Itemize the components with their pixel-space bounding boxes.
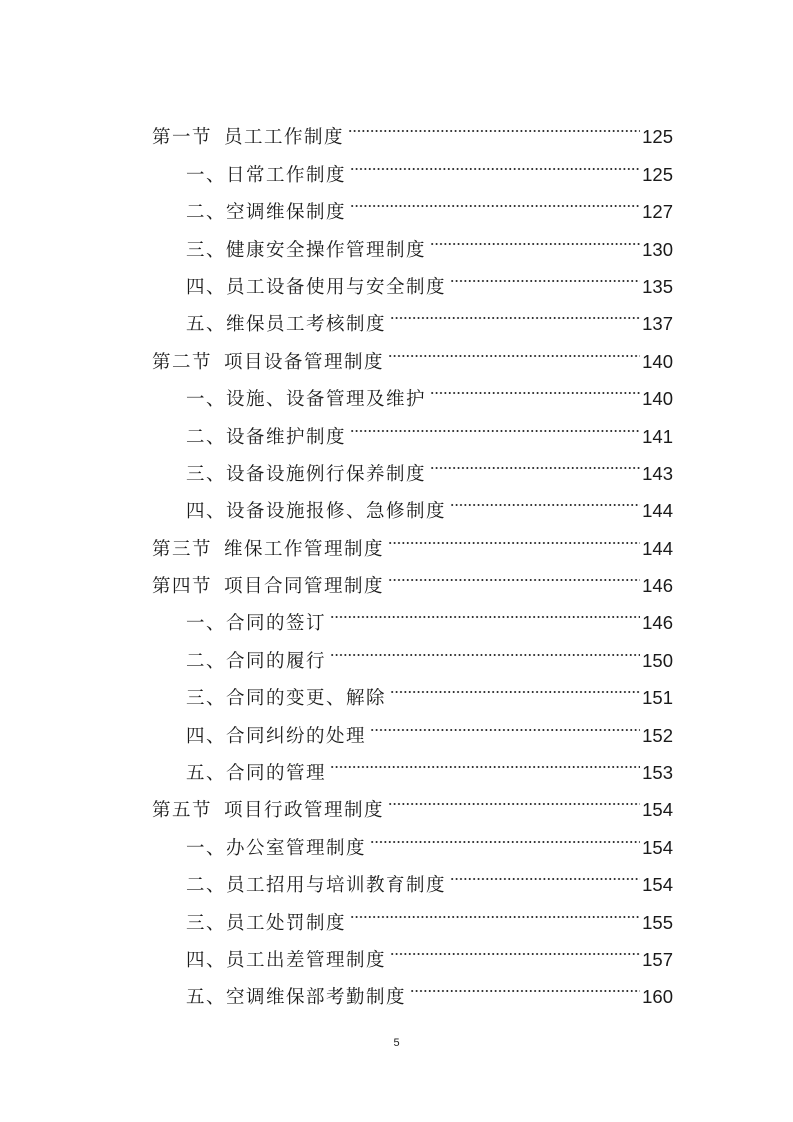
toc-entry-title: 项目设备管理制度 — [224, 351, 385, 373]
dot-leader — [368, 816, 640, 853]
toc-entry-title: 合同纠纷的处理 — [226, 725, 367, 747]
toc-entry-title: 设备设施报修、急修制度 — [226, 501, 447, 523]
dot-leader — [328, 592, 640, 629]
dot-leader — [428, 443, 640, 480]
dot-leader — [448, 256, 640, 293]
dot-leader — [386, 779, 640, 816]
toc-entry-page: 137 — [642, 313, 673, 335]
toc-entry-page: 150 — [642, 649, 673, 671]
toc-entry-page: 127 — [642, 201, 673, 223]
toc-entry-page: 125 — [642, 126, 673, 148]
toc-entry-page: 146 — [642, 612, 673, 634]
toc-entry-title: 办公室管理制度 — [226, 837, 367, 859]
toc-entry-title: 设备设施例行保养制度 — [226, 463, 427, 485]
toc-entry-page: 154 — [642, 836, 673, 858]
dot-leader — [408, 966, 640, 1003]
toc-entry-title: 员工出差管理制度 — [226, 949, 387, 971]
toc-entry-page: 146 — [642, 575, 673, 597]
dot-leader — [448, 854, 640, 891]
toc-entry-title: 维保员工考核制度 — [226, 314, 387, 336]
dot-leader — [428, 218, 640, 255]
page-number: 5 — [393, 1037, 400, 1049]
toc-entry-title: 合同的签订 — [226, 613, 327, 635]
dot-leader — [388, 667, 640, 704]
toc-entry-title: 设施、设备管理及维护 — [226, 389, 427, 411]
dot-leader — [428, 368, 640, 405]
toc-entry-title: 空调维保部考勤制度 — [226, 987, 407, 1009]
toc-entry-prefix: 一、 — [186, 164, 227, 186]
toc-entry-prefix: 三、 — [186, 463, 227, 485]
toc-entry-prefix: 四、 — [186, 725, 227, 747]
toc-entry-page: 154 — [642, 874, 673, 896]
toc-entry-prefix: 二、 — [186, 650, 227, 672]
toc-entry-page: 155 — [642, 911, 673, 933]
toc-entry-title: 维保工作管理制度 — [224, 538, 385, 560]
toc-entry-prefix: 二、 — [186, 426, 227, 448]
toc-entry-title: 合同的管理 — [226, 763, 327, 785]
toc-entry-page: 152 — [642, 724, 673, 746]
toc-entry-title: 员工处罚制度 — [226, 912, 347, 934]
toc-entry-prefix: 第三节 — [152, 538, 213, 560]
toc-entry-page: 125 — [642, 163, 673, 185]
toc-entry-prefix: 第四节 — [152, 576, 213, 598]
dot-leader — [348, 891, 640, 928]
toc-entry-prefix: 二、 — [186, 875, 227, 897]
dot-leader — [386, 517, 640, 554]
dot-leader — [368, 704, 640, 741]
toc-entry-page: 141 — [642, 425, 673, 447]
toc-entry-prefix: 一、 — [186, 389, 227, 411]
toc-entry-prefix: 四、 — [186, 276, 227, 298]
dot-leader — [386, 555, 640, 592]
toc-entry-title: 健康安全操作管理制度 — [226, 239, 427, 261]
dot-leader — [388, 293, 640, 330]
toc-entry-title: 设备维护制度 — [226, 426, 347, 448]
toc-entry-prefix: 三、 — [186, 239, 227, 261]
toc-entry-title: 项目合同管理制度 — [224, 576, 385, 598]
toc-entry-prefix: 第二节 — [152, 351, 213, 373]
table-of-contents — [152, 106, 673, 1009]
toc-entry-page: 130 — [642, 238, 673, 260]
toc-entry-page: 140 — [642, 350, 673, 372]
dot-leader — [348, 143, 640, 180]
toc-entry-page: 153 — [642, 762, 673, 784]
toc-entry-prefix: 三、 — [186, 688, 227, 710]
toc-entry-prefix: 第五节 — [152, 800, 213, 822]
toc-entry-title: 项目行政管理制度 — [224, 800, 385, 822]
toc-entry-title: 员工设备使用与安全制度 — [226, 276, 447, 298]
toc-entry-prefix: 一、 — [186, 837, 227, 859]
toc-entry-page: 151 — [642, 687, 673, 709]
dot-leader — [346, 106, 640, 143]
toc-entry-page: 144 — [642, 500, 673, 522]
toc-entry-prefix: 五、 — [186, 314, 227, 336]
toc-entry-title: 合同的变更、解除 — [226, 688, 387, 710]
toc-entry-prefix: 五、 — [186, 763, 227, 785]
toc-entry-prefix: 一、 — [186, 613, 227, 635]
toc-entry-section[interactable] — [152, 106, 673, 149]
toc-entry-page: 135 — [642, 275, 673, 297]
toc-entry-page: 144 — [642, 537, 673, 559]
dot-leader — [328, 629, 640, 666]
toc-entry-title: 合同的履行 — [226, 650, 327, 672]
dot-leader — [348, 181, 640, 218]
toc-entry-page: 140 — [642, 388, 673, 410]
toc-entry-prefix: 五、 — [186, 987, 227, 1009]
toc-entry-page: 143 — [642, 462, 673, 484]
toc-entry-prefix: 二、 — [186, 202, 227, 224]
toc-entry-page: 154 — [642, 799, 673, 821]
toc-entry-prefix: 第一节 — [152, 127, 213, 149]
dot-leader — [328, 742, 640, 779]
toc-entry-page: 160 — [642, 986, 673, 1008]
toc-entry-title: 空调维保制度 — [226, 202, 347, 224]
toc-entry-page: 157 — [642, 948, 673, 970]
dot-leader — [448, 480, 640, 517]
dot-leader — [348, 405, 640, 442]
toc-entry-title: 日常工作制度 — [226, 164, 347, 186]
toc-entry-title: 员工招用与培训教育制度 — [226, 875, 447, 897]
toc-entry-prefix: 四、 — [186, 501, 227, 523]
dot-leader — [386, 330, 640, 367]
dot-leader — [388, 929, 640, 966]
toc-entry-title: 员工工作制度 — [224, 127, 345, 149]
toc-entry-prefix: 三、 — [186, 912, 227, 934]
toc-entry-prefix: 四、 — [186, 949, 227, 971]
